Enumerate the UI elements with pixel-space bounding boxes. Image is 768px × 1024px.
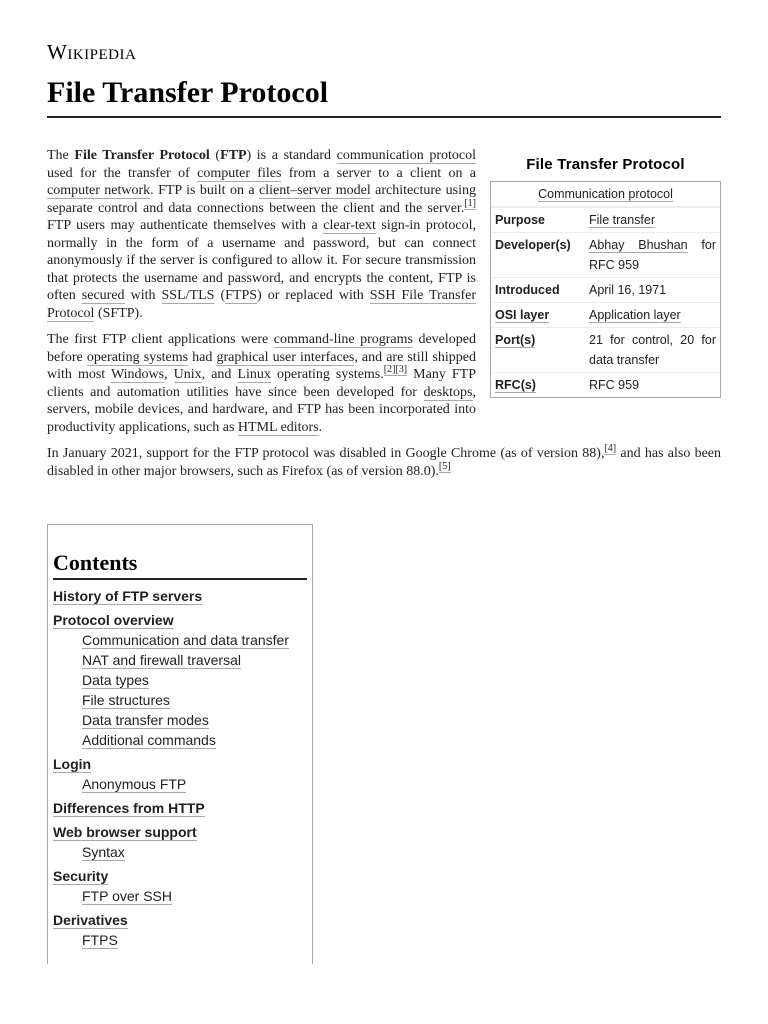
citation-link[interactable]: [2] [383,364,396,376]
toc-subitem [53,730,307,750]
toc-subitem [53,630,307,650]
infobox-label: Introduced [495,283,560,297]
infobox-row-ports [491,327,720,372]
link-windows[interactable]: Windows [110,367,165,382]
toc-link[interactable]: Data types [82,672,149,688]
infobox-value: April 16, 1971 [589,283,667,297]
link-client-server-model[interactable]: client–server model [259,183,371,198]
toc-link[interactable]: FTPS [82,932,118,948]
toc-link[interactable]: Additional commands [82,732,216,748]
wikipedia-logo[interactable]: Wikipedia [47,40,137,64]
toc-item [53,586,307,606]
infobox-row-rfcs [491,372,720,397]
toc-link[interactable]: Syntax [82,844,125,860]
link-clear-text[interactable]: clear-text [323,218,376,233]
toc-subitem [53,670,307,690]
link-computer-files[interactable]: computer files [197,165,282,181]
toc-list [53,586,307,950]
text: The first FTP client applications were [47,332,274,347]
text: , [164,367,174,382]
infobox-row-purpose [491,207,720,232]
bold-term: FTP [220,148,247,163]
text: ) or replaced with [257,288,370,303]
toc-link[interactable]: Protocol overview [53,612,174,628]
toc-subitem [53,930,307,950]
toc-link[interactable]: Data transfer modes [82,712,209,728]
infobox-label-link[interactable]: RFC(s) [495,378,536,392]
link-computer-network[interactable]: computer network [47,183,151,198]
infobox-value [589,235,720,275]
infobox-value-text: for RFC 959 [589,238,717,272]
toc-link[interactable]: History of FTP servers [53,588,203,604]
text: from a server to a client on a [281,165,476,181]
text: (SFTP). [94,305,143,321]
text: used for the transfer of [47,165,198,181]
link-graphical-user-interfaces[interactable]: graphical user interfaces [216,349,355,365]
toc-link[interactable]: Web browser support [53,824,197,840]
infobox-value [589,305,720,325]
text: sign-in protocol, normally in the form of a username and password, but can connect anonymously if the server is configured to allow it. For secure transmission that protects the username and password, and encrypts the content, FTP is often [47,218,477,303]
toc-subitem [53,842,307,862]
text: , servers, mobile devices, and hardware, and FTP has been incorporated into productivity applications, such as [47,384,476,435]
link-operating-systems[interactable]: operating systems [86,349,189,365]
toc-link[interactable]: Differences from HTTP [53,800,205,816]
infobox-title: File Transfer Protocol [526,156,685,173]
page-title: File Transfer Protocol [47,76,721,118]
toc-link[interactable]: Communication and data transfer [82,632,289,648]
table-of-contents [47,524,313,964]
toc-subitem [53,774,307,794]
toc-item [53,910,307,930]
citation-link[interactable]: [3] [395,364,408,376]
text: FTP users may authenticate themselves with a [47,218,324,233]
infobox-subtitle [491,182,720,207]
toc-link[interactable]: Login [53,756,92,772]
toc-link[interactable]: NAT and firewall traversal [82,652,241,668]
infobox-value-link[interactable]: Abhay Bhushan [589,238,688,252]
toc-link[interactable]: Derivatives [53,912,128,928]
toc-title: Contents [53,550,307,580]
link-communication-protocol[interactable]: communication protocol [336,148,476,163]
text: ( [209,148,221,163]
text: . [318,419,323,435]
link-secured[interactable]: secured [81,288,125,303]
text: . FTP is built on a [150,183,260,198]
link-ftps[interactable]: FTPS [225,288,258,303]
text: In January 2021, support for the FTP protocol was disabled in Google Chrome (as of version 88), [47,446,605,461]
infobox-subtitle-link[interactable]: Communication protocol [538,187,673,201]
infobox-row-introduced [491,277,720,302]
infobox-label [491,375,589,395]
text: The [47,148,75,163]
citation-link[interactable]: [5] [438,460,451,472]
link-ssh-file-transfer-protocol[interactable]: SSH File Transfer Protocol [47,288,476,321]
infobox [490,155,721,398]
infobox-row-osi-layer [491,302,720,327]
link-desktops[interactable]: desktops [423,384,473,400]
text: operating systems. [270,367,384,382]
link-command-line-programs[interactable]: command-line programs [273,332,413,347]
toc-link[interactable]: File structures [82,692,170,708]
toc-subitem [53,650,307,670]
toc-link[interactable]: FTP over SSH [82,888,172,904]
infobox-label: Purpose [495,213,546,227]
text: , and [201,367,238,382]
infobox-value-link[interactable]: Application layer [589,308,681,322]
text: Many FTP clients and automation utilities have since been developed for [47,367,477,400]
infobox-value-link[interactable]: File transfer [589,213,655,227]
text: had [188,349,217,365]
infobox-row-developer [491,232,720,277]
text: architecture using separate control and data connections between the client and the server. [47,183,476,216]
link-ssl-tls[interactable]: SSL/TLS [161,288,215,303]
citation-link[interactable]: [4] [604,443,617,455]
toc-subitem [53,886,307,906]
infobox-label-link[interactable]: OSI layer [495,308,550,322]
infobox-value: RFC 959 [589,378,640,392]
infobox-table [490,181,721,398]
text: developed before [47,332,476,365]
toc-item [53,866,307,886]
toc-link[interactable]: Anonymous FTP [82,776,187,792]
link-linux[interactable]: Linux [237,367,271,382]
text: ) is a standard [246,148,337,163]
toc-link[interactable]: Security [53,868,109,884]
infobox-label [491,330,589,370]
article-body [47,147,721,489]
toc-item [53,610,307,630]
citation-link[interactable]: [1] [464,197,476,209]
infobox-value [589,210,720,230]
infobox-value: 21 for control, 20 for data transfer [589,333,716,367]
infobox-label-link[interactable]: Port(s) [495,333,536,347]
infobox-label [491,305,589,325]
toc-item [53,798,307,818]
infobox-label: Developer(s) [495,238,571,252]
bold-term: File Transfer Protocol [74,148,210,163]
text: , and are still shipped with most [47,349,476,382]
text: with [124,288,162,303]
link-html-editors[interactable]: HTML editors [237,419,319,435]
text: ( [214,288,226,303]
link-unix[interactable]: Unix [173,367,202,382]
text: and has also been disabled in other major browsers, such as Firefox (as of version 88.0). [47,446,721,479]
paragraph-browsers [47,445,721,480]
toc-subitem [53,710,307,730]
toc-subitem [53,690,307,710]
toc-item [53,822,307,842]
toc-item [53,754,307,774]
